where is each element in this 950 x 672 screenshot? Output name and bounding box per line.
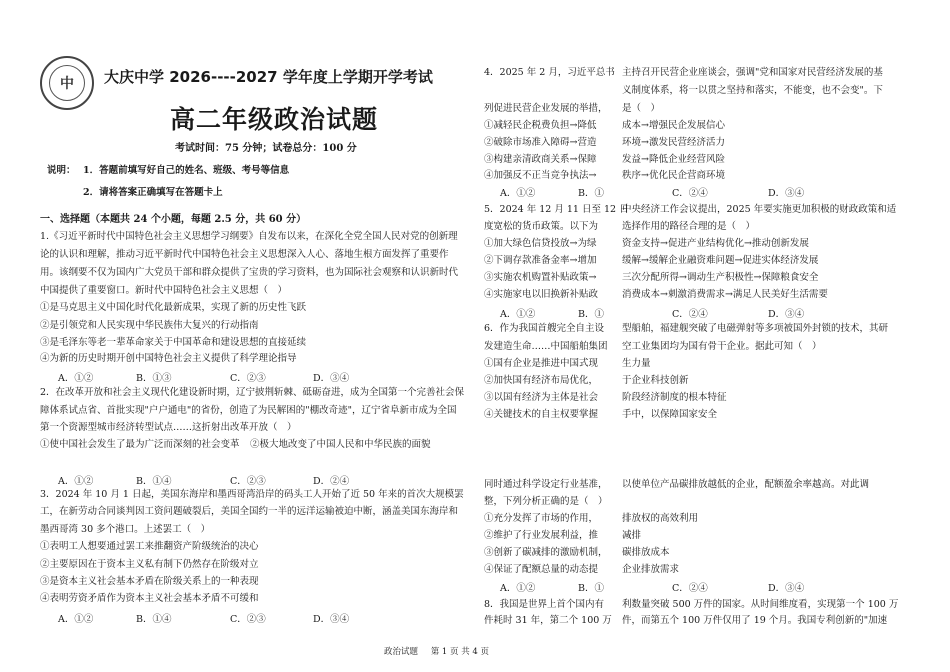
q3-choice-d: D．③④ [313, 614, 350, 625]
q4-right-option-1: 成本→增强民企发展信心 [622, 120, 725, 131]
q7-choice-d: D．③④ [768, 583, 805, 594]
q5-line-2: 度宽松的货币政策。以下为 [484, 221, 599, 232]
notes-label: 说明： [47, 165, 76, 176]
q7-right-option-4: 企业排放需求 [622, 564, 680, 575]
q7-choice-a: A．①② [500, 583, 536, 594]
q2-line-2: 障体系试点省、首批实现"户户通电"的省份，创造了为民解困的"棚改奇迹"，辽宁省阜新市成为全国 [40, 405, 457, 416]
q1-line-4: 中国提供了重要窗口。新时代中国特色社会主义思想（ ） [40, 285, 288, 296]
q5-choice-a: A．①② [500, 309, 536, 320]
q6-right-option-2: 于企业科技创新 [622, 375, 689, 386]
page-footer [384, 645, 499, 657]
q6-right-option-1: 生力量 [622, 358, 651, 369]
q5-line-1: 5．2024 年 12 月 11 日至 12 日 [484, 204, 629, 215]
q1-option-2: ②是引领党和人民实现中华民族伟大复兴的行动指南 [40, 320, 259, 331]
q4-line-1: 4．2025 年 2 月，习近平总书 [484, 67, 615, 78]
q4-right-option-2: 环境→激发民营经济活力 [622, 137, 725, 148]
q4-line-2: 列促进民营企业发展的举措， [484, 103, 608, 114]
q6-option-2: ②加快国有经济布局优化， [484, 375, 599, 386]
exam-main-title: 高二年级政治试题 [170, 105, 379, 134]
q3-choice-a: A．①② [58, 614, 94, 625]
q8-line-2: 件耗时 31 年，第二个 100 万 [484, 615, 612, 626]
q2-line-3: 第一个资源型城市经济转型试点……这折射出改革开放（ ） [40, 422, 297, 433]
q8-right-line-2: 件，而第五个 100 万件仅用了 19 个月。我国专利创新的"加速 [622, 615, 888, 626]
footer-subject: 政治试题 [384, 647, 419, 657]
q3-line-1: 3．2024 年 10 月 1 日起，美国东海岸和墨西哥湾沿岸的码头工人开始了近 50 年来的首次大规模罢 [40, 489, 464, 500]
q3-option-2: ②主要原因在于资本主义私有制下仍然存在阶级对立 [40, 559, 259, 570]
q2-option-1: ①使中国社会发生了最为广泛而深刻的社会变革 [40, 439, 240, 450]
q3-option-4: ④表明劳资矛盾作为资本主义社会基本矛盾不可缓和 [40, 593, 259, 604]
q5-option-1: ①加大绿色信贷投放→为绿 [484, 238, 597, 249]
q3-line-3: 墨西哥湾 30 多个港口。上述罢工（ ） [40, 524, 211, 535]
q1-line-1: 1.《习近平新时代中国特色社会主义思想学习纲要》自发布以来，在深化全党全国人民对党的创新理 [40, 231, 458, 242]
q2-choice-b: B．①④ [136, 476, 172, 487]
q3-option-1: ①表明工人想要通过罢工来推翻资产阶级统治的决心 [40, 541, 259, 552]
q6-line-2: 发建造生命……中国船舶集团 [484, 341, 608, 352]
q7-right-line-1: 以使单位产品碳排放越低的企业，配额盈余率越高。对此调 [622, 479, 870, 490]
q4-option-2: ②破除市场准入障碍→营造 [484, 137, 597, 148]
q1-choice-d: D．③④ [313, 373, 350, 384]
q5-right-line-1: 中央经济工作会议提出，2025 年要实施更加积极的财政政策和适 [622, 204, 897, 215]
q4-right-line-3: 是（ ） [622, 103, 661, 114]
footer-page-number: 第 1 页 共 4 页 [430, 647, 490, 657]
section-heading: 一、选择题（本题共 24 个小题，每题 2.5 分，共 60 分） [40, 214, 307, 225]
q3-option-3: ③是资本主义社会基本矛盾在阶级关系上的一种表现 [40, 576, 259, 587]
q2-option-2: ②极大地改变了中国人民和中华民族的面貌 [250, 439, 431, 450]
q7-line-2: 整，下列分析正确的是（ ） [484, 496, 608, 507]
q3-choice-c: C．②③ [230, 614, 266, 625]
q6-option-3: ③以国有经济为主体是社会 [484, 392, 599, 403]
q4-option-3: ③构建亲清政商关系→保障 [484, 154, 597, 165]
q7-option-3: ③创新了碳减排的激励机制， [484, 547, 608, 558]
q1-line-3: 用。该纲要不仅为国内广大党员干部和群众提供了宝贵的学习资料，也为国际社会观察和认识新时代 [40, 267, 459, 278]
q6-line-1: 6．作为我国首艘完全自主设 [484, 323, 605, 334]
q6-right-line-2: 空工业集团均为国有骨干企业。据此可知（ ） [622, 341, 822, 352]
q5-right-option-4: 消费成本→刺激消费需求→满足人民美好生活需要 [622, 289, 828, 300]
q7-option-1: ①充分发挥了市场的作用， [484, 513, 599, 524]
q4-right-line-1: 主持召开民营企业座谈会，强调"党和国家对民营经济发展的基 [622, 67, 883, 78]
q7-right-option-1: 排放权的高效利用 [622, 513, 699, 524]
q1-choice-c: C．②③ [230, 373, 266, 384]
q2-line-1: 2．在改革开放和社会主义现代化建设新时期，辽宁披荆斩棘、砥砺奋进，成为全国第一个完善社会保 [40, 387, 465, 398]
q1-option-4: ④为新的历史时期开创中国特色社会主义提供了科学理论指导 [40, 353, 297, 364]
q6-option-4: ④关键技术的自主权要掌握 [484, 409, 599, 420]
q2-choice-c: C．②③ [230, 476, 266, 487]
q5-option-4: ④实施家电以旧换新补贴政 [484, 289, 599, 300]
school-seal-logo [40, 56, 94, 110]
q7-line-1: 同时通过科学设定行业基准， [484, 479, 608, 490]
note-item-1: 1．答题前填写好自己的姓名、班级、考号等信息 [83, 165, 290, 176]
q3-choice-b: B．①④ [136, 614, 172, 625]
q5-choice-c: C．②④ [672, 309, 708, 320]
q1-option-3: ③是毛泽东等老一辈革命家关于中国革命和建设思想的直接延续 [40, 337, 307, 348]
q1-line-2: 论的认识和理解，推动习近平新时代中国特色社会主义思想深入人心、落地生根方面发挥了重要作 [40, 249, 449, 260]
q6-right-option-4: 手中，以保障国家安全 [622, 409, 718, 420]
q7-choice-c: C．②④ [672, 583, 708, 594]
q1-option-1: ①是马克思主义中国化时代化最新成果，实现了新的历史性飞跃 [40, 302, 307, 313]
q3-line-2: 工，在新劳动合同谈判因工资问题破裂后，美国全国约一半的远洋运输被迫中断，涵盖美国东海岸和 [40, 506, 459, 517]
q5-option-3: ③实施农机购置补贴政策→ [484, 272, 597, 283]
q7-option-2: ②维护了行业发展利益，推 [484, 530, 599, 541]
note-item-2: 2．请将答案正确填写在答题卡上 [83, 187, 223, 198]
q4-right-option-4: 秩序→优化民企营商环境 [622, 170, 725, 181]
exam-info: 考试时间：75 分钟；试卷总分：100 分 [175, 143, 357, 154]
q7-right-option-2: 减排 [622, 530, 642, 541]
q4-right-option-3: 发益→降低企业经营风险 [622, 154, 725, 165]
q4-right-line-2: 义制度体系，将一以贯之坚持和落实，不能变，也不会变"。下 [622, 85, 883, 96]
q5-right-option-1: 资金支持→促进产业结构优化→推动创新发展 [622, 238, 809, 249]
q4-choice-b: B．① [578, 188, 604, 199]
q7-right-option-3: 碳排放成本 [622, 547, 670, 558]
q8-line-1: 8．我国是世界上首个国内有 [484, 599, 605, 610]
q6-right-option-3: 阶段经济制度的根本特征 [622, 392, 727, 403]
q5-right-line-2: 选择作用的路径合理的是（ ） [622, 221, 756, 232]
q4-option-1: ①减轻民企税费负担→降低 [484, 120, 597, 131]
seal-center: 中 [49, 65, 85, 101]
q6-right-line-1: 型船舶，福建舰突破了电磁弹射等多项被国外封锁的技术，其研 [622, 323, 889, 334]
q4-choice-c: C．②④ [672, 188, 708, 199]
q5-choice-d: D．③④ [768, 309, 805, 320]
q2-choice-d: D．②④ [313, 476, 350, 487]
q7-option-4: ④保证了配额总量的动态提 [484, 564, 599, 575]
q8-right-line-1: 利数量突破 500 万件的国家。从时间维度看，实现第一个 100 万 [622, 599, 899, 610]
right-column [622, 0, 914, 672]
q5-choice-b: B．① [578, 309, 604, 320]
q6-option-1: ①国有企业是推进中国式现 [484, 358, 599, 369]
middle-column [480, 0, 629, 672]
q5-right-option-2: 缓解→缓解企业融资难问题→促进实体经济发展 [622, 255, 819, 266]
school-title: 大庆中学 2026----2027 学年度上学期开学考试 [104, 68, 433, 86]
q7-choice-b: B．① [578, 583, 604, 594]
q5-option-2: ②下调存款准备金率→增加 [484, 255, 597, 266]
q4-choice-a: A．①② [500, 188, 536, 199]
q1-choice-a: A．①② [58, 373, 94, 384]
q4-option-4: ④加强反不正当竞争执法→ [484, 170, 597, 181]
q2-choice-a: A．①② [58, 476, 94, 487]
q1-choice-b: B．①③ [136, 373, 172, 384]
q5-right-option-3: 三次分配所得→调动生产积极性→保障粮食安全 [622, 272, 819, 283]
q4-choice-d: D．③④ [768, 188, 805, 199]
